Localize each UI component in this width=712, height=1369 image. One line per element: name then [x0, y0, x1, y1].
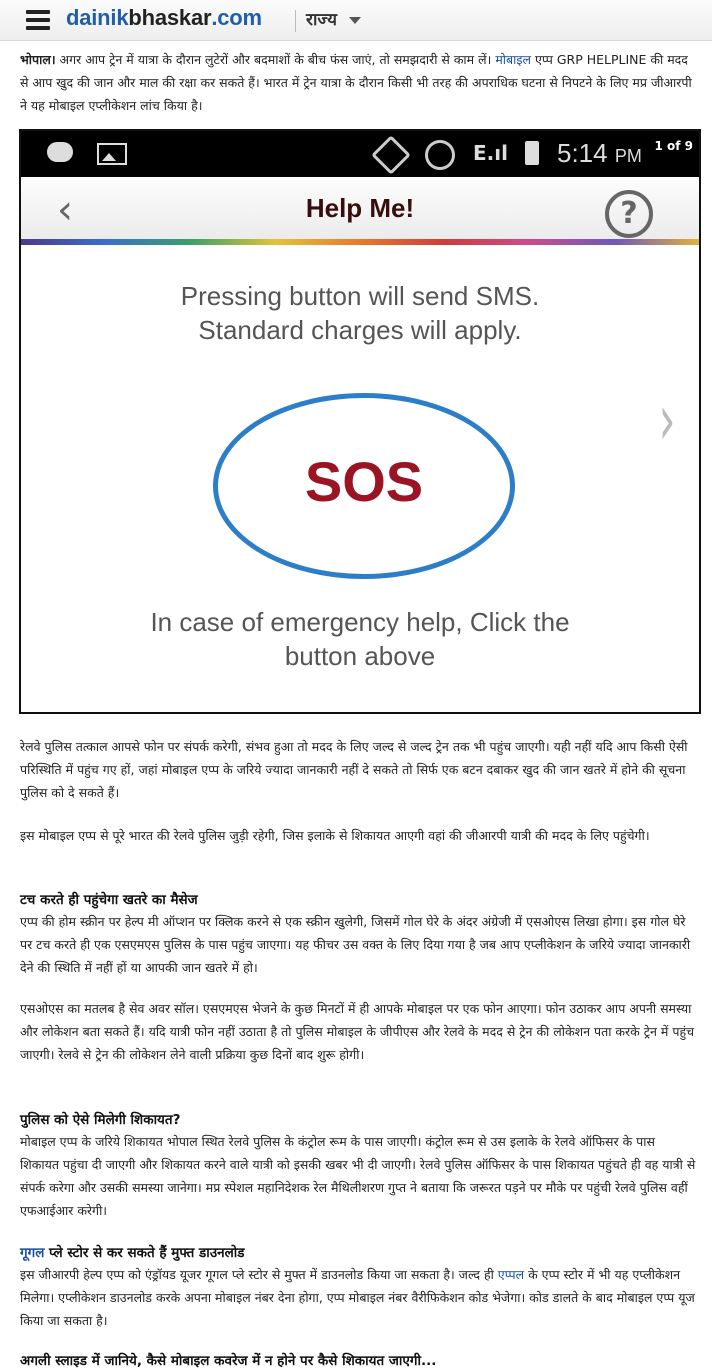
intro-paragraph: भोपाल। अगर आप ट्रेन में यात्रा के दौरान लुटेरों और बदमाशों के बीच फंस जाएं, तो समझदारी से काम लें। मोबाइल एप्प GRP HELPLINE की मदद से आप खुद की जान और माल की रक्षा कर सकते हैं। भारत में ट्रेन यात्रा के दौरान किसी भी तरह की अपराधिक घटना से निपटने के लिए मप्र जीआरपी ने यह मोबाइल एप्लीकेशन लांच किया है। — [20, 52, 692, 113]
hamburger-menu-icon[interactable] — [26, 10, 50, 30]
subheading: टच करते ही पहुंचेगा खतरे का मैसेज — [20, 892, 198, 908]
article-paragraph: इस जीआरपी हेल्प एप्प को एंड्रॉयड यूजर गूगल प्ले स्टोर से मुफ्त में डाउनलोड किया जा सकता है। जल्द ही एप्पल के एप्प स्टोर में भी यह एप्लीकेशन मिलेगा। एप्लीकेशन डाउनलोड करके अपना मोबाइल नंबर देना होगा, एप्प मोबाइल नंबर वैरीफिकेशन कोड भेजेगा। कोड डालते के बाद मोबाइल एप्प यूज किया जा सकता है। — [20, 1267, 695, 1328]
chat-icon — [47, 142, 73, 162]
header-divider — [295, 10, 296, 32]
article-paragraph: एसओएस का मतलब है सेव अवर सॉल। एसएमएस भेजने के कुछ मिनटों में ही आपके मोबाइल पर एक फोन आएगा। फोन उठाकर आप अपनी समस्या और लोकेशन बता सकते हैं। यदि यात्री फोन नहीं उठाता है तो पुलिस मोबाइल के जीपीएस और रेलवे के मदद से ट्रेन की लोकेशन पता करके ट्रेन में पहुंच जाएगी। रेलवे से ट्रेन की लोकेशन लेने वाली प्रक्रिया कुछ दिनों बाद शुरू होगी। — [20, 1001, 695, 1062]
next-slide-teaser[interactable]: अगली स्लाइड में जानिये, कैसे मोबाइल कवरेज में न होने पर कैसे शिकायत जाएगी... — [20, 1353, 437, 1369]
phone-status-bar — [21, 131, 699, 177]
image-icon — [97, 143, 127, 165]
subheading: गूगल प्ले स्टोर से कर सकते हैं मुफ्त डाउनलोड — [20, 1245, 245, 1261]
rainbow-divider — [21, 239, 699, 245]
next-slide-arrow-icon[interactable]: › — [658, 379, 676, 461]
status-time: 5:14 PM — [557, 138, 642, 168]
battery-icon — [525, 141, 539, 165]
back-icon: ‹ — [57, 187, 73, 233]
mobile-link[interactable]: मोबाइल — [495, 52, 532, 67]
site-logo[interactable]: dainikbhaskar.com — [66, 5, 262, 30]
emergency-instruction: In case of emergency help, Click the button above — [150, 607, 570, 671]
chevron-down-icon — [349, 17, 361, 24]
app-bar — [21, 177, 699, 241]
google-link[interactable]: गूगल — [20, 1245, 45, 1261]
article-paragraph: इस मोबाइल एप्प से पूरे भारत की रेलवे पुलिस जुड़ी रहेगी, जिस इलाके से शिकायत आएगी वहां की जीआरपी यात्री की मदद के लिए पहुंचेगी। — [20, 828, 650, 843]
alarm-icon — [425, 140, 455, 170]
gallery-slide[interactable] — [19, 129, 701, 714]
help-icon: ? — [605, 190, 653, 238]
sos-button-label: SOS — [304, 450, 424, 513]
app-title: Help Me! — [305, 193, 415, 223]
article-paragraph: रेलवे पुलिस तत्काल आपसे फोन पर संपर्क करेगी, संभव हुआ तो मदद के लिए जल्द से जल्द ट्रेन तक भी पहुंच जाएगी। यही नहीं यदि आप किसी ऐसी परिस्थिति में पहुंच गए हों, जहां मोबाइल एप्प के जरिये ज्यादा जानकारी नहीं दे सकते तो सिर्फ एक बटन दबाकर खुद की जान खतरे में होने की सूचना पुलिस को दे सकते हैं। — [20, 739, 688, 800]
slide-counter: 1 of 9 — [648, 137, 699, 155]
sms-notice: Pressing button will send SMS. Standard charges will apply. — [180, 281, 540, 345]
subheading: पुलिस को ऐसे मिलेगी शिकायत? — [20, 1112, 181, 1128]
site-header — [0, 0, 712, 41]
apple-link[interactable]: एप्पल — [497, 1267, 525, 1282]
rotation-icon — [371, 135, 411, 175]
signal-icon: E.ıl — [473, 141, 508, 165]
article-paragraph: मोबाइल एप्प के जरिये शिकायत भोपाल स्थित रेलवे पुलिस के कंट्रोल रूम के पास जाएगी। कंट्रोल रूम से उस इलाके के रेलवे ऑफिसर के पास शिकायत पहुंचा दी जाएगी और शिकायत करने वाले यात्री को इसकी खबर भी दी जाएगी। रेलवे पुलिस ऑफिसर के पास शिकायत पहुंचते ही वह यात्री से संपर्क करेगा और उसकी समस्या जानेगा। मप्र स्पेशल महानिदेशक रेल मैथिलीशरण गुप्त ने बताया कि जरूरत पड़ने पर मौके पर पहुंची रेलवे पुलिस वहीं एफआईआर करेगी। — [20, 1134, 696, 1218]
article-paragraph: एप्प की होम स्क्रीन पर हेल्प मी ऑप्शन पर क्लिक करने से एक स्क्रीन खुलेगी, जिसमें गोल घेरे के अंदर अंग्रेजी में एसओएस लिखा होगा। इस गोल घेरे पर टच करते ही एक एसएमएस पुलिस के पास पहुंच जाएगा। यह फीचर उस वक्त के लिए दिया गया है जब आप एप्लीकेशन के जरिये ज्यादा जानकारी देने की स्थिति में नहीं हों या आपकी जान खतरे में हो। — [20, 914, 691, 975]
section-dropdown[interactable]: राज्य — [306, 7, 361, 30]
dateline-city: भोपाल। — [20, 52, 56, 67]
